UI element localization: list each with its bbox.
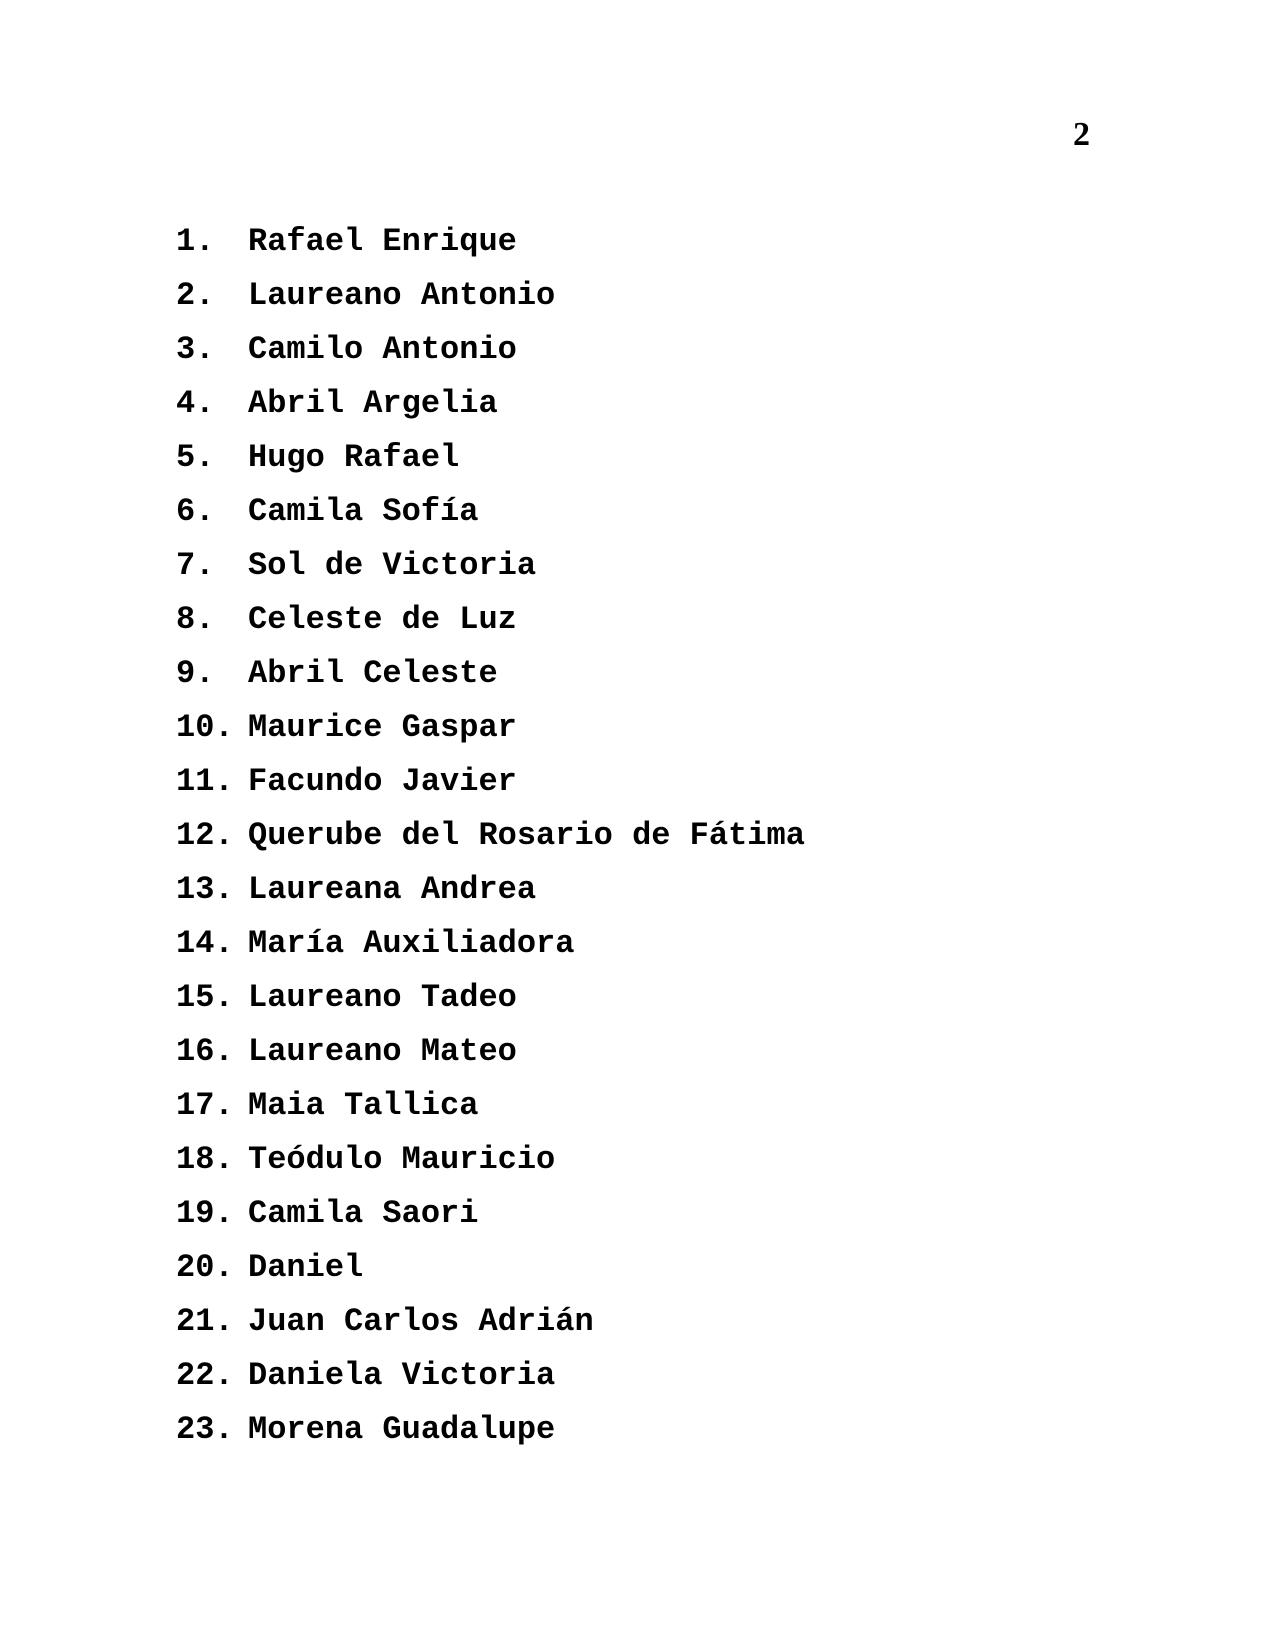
item-number: 20.	[176, 1249, 234, 1286]
name-list	[176, 215, 805, 1457]
item-number: 6.	[176, 493, 215, 530]
item-name: Morena Guadalupe	[248, 1411, 556, 1448]
item-number: 10.	[176, 709, 234, 746]
item-number: 18.	[176, 1141, 234, 1178]
item-name: Abril Argelia	[248, 385, 498, 422]
list-item	[176, 215, 805, 269]
item-name: Laureano Antonio	[248, 277, 556, 314]
list-item	[176, 809, 805, 863]
item-name: Celeste de Luz	[248, 601, 517, 638]
item-number: 17.	[176, 1087, 234, 1124]
list-item	[176, 917, 805, 971]
item-name: Camila Saori	[248, 1195, 479, 1232]
list-item	[176, 1349, 805, 1403]
item-name: Juan Carlos Adrián	[248, 1303, 594, 1340]
item-number: 22.	[176, 1357, 234, 1394]
item-number: 4.	[176, 385, 215, 422]
item-number: 23.	[176, 1411, 234, 1448]
list-item	[176, 377, 805, 431]
item-name: Sol de Victoria	[248, 547, 537, 584]
item-name: Rafael Enrique	[248, 223, 517, 260]
item-number: 11.	[176, 763, 234, 800]
item-name: Daniel	[248, 1249, 364, 1286]
list-item	[176, 971, 805, 1025]
item-name: Laureana Andrea	[248, 871, 537, 908]
list-item	[176, 1187, 805, 1241]
list-item	[176, 647, 805, 701]
item-number: 7.	[176, 547, 215, 584]
list-item	[176, 863, 805, 917]
item-name: Daniela Victoria	[248, 1357, 556, 1394]
list-item	[176, 539, 805, 593]
item-number: 14.	[176, 925, 234, 962]
item-name: Querube del Rosario de Fátima	[248, 817, 805, 854]
list-item	[176, 1403, 805, 1457]
list-item	[176, 485, 805, 539]
list-item	[176, 431, 805, 485]
item-name: Maurice Gaspar	[248, 709, 517, 746]
item-number: 21.	[176, 1303, 234, 1340]
item-number: 19.	[176, 1195, 234, 1232]
item-name: Teódulo Mauricio	[248, 1141, 556, 1178]
item-name: María Auxiliadora	[248, 925, 575, 962]
item-name: Camilo Antonio	[248, 331, 517, 368]
list-item	[176, 755, 805, 809]
list-item	[176, 1133, 805, 1187]
item-name: Maia Tallica	[248, 1087, 479, 1124]
item-number: 12.	[176, 817, 234, 854]
item-number: 9.	[176, 655, 215, 692]
list-item	[176, 1025, 805, 1079]
list-item	[176, 323, 805, 377]
list-item	[176, 593, 805, 647]
item-number: 8.	[176, 601, 215, 638]
item-number: 13.	[176, 871, 234, 908]
item-name: Laureano Tadeo	[248, 979, 517, 1016]
item-number: 15.	[176, 979, 234, 1016]
item-name: Abril Celeste	[248, 655, 498, 692]
item-number: 1.	[176, 223, 215, 260]
item-name: Camila Sofía	[248, 493, 479, 530]
item-number: 3.	[176, 331, 215, 368]
item-name: Facundo Javier	[248, 763, 517, 800]
list-item	[176, 1241, 805, 1295]
item-name: Laureano Mateo	[248, 1033, 517, 1070]
page-number: 2	[1073, 116, 1090, 153]
list-item	[176, 1295, 805, 1349]
list-item	[176, 701, 805, 755]
item-number: 2.	[176, 277, 215, 314]
list-item	[176, 1079, 805, 1133]
item-number: 5.	[176, 439, 215, 476]
item-number: 16.	[176, 1033, 234, 1070]
item-name: Hugo Rafael	[248, 439, 460, 476]
list-item	[176, 269, 805, 323]
